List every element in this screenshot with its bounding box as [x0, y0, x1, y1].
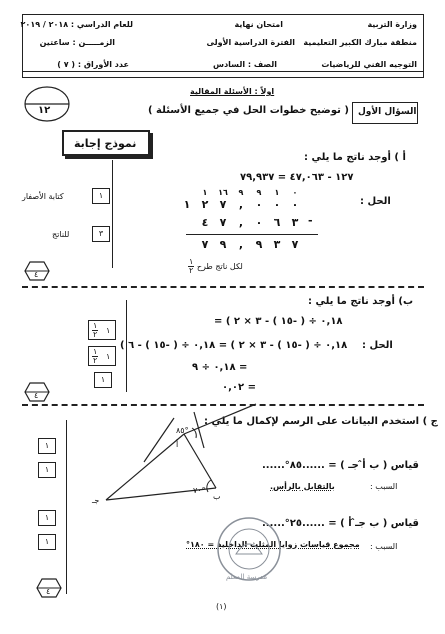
angle-b-label: ٧٠°	[193, 486, 206, 495]
divider-1	[22, 286, 424, 288]
vertex-c-label: جـ	[92, 496, 100, 505]
score-box-b3: ١	[94, 372, 112, 388]
score-box-c2: ١	[38, 462, 56, 478]
question-label: السؤال الأول	[358, 107, 417, 117]
carry-digit: ١	[202, 188, 208, 197]
exam-period: الفترة الدراسية الأولى	[206, 38, 295, 47]
total-a-value: ٤	[34, 270, 39, 279]
part-b-step1: ٠,١٨ ÷ ( -١٥ ) - ٣ × ٢ ) = ٠,١٨ ÷ ( -١٥ ) - ٦ )	[120, 340, 348, 351]
part-c-item2: قياس ( ب جـ̂ أ ) = ......٢٥°......	[262, 518, 419, 529]
result-digit: ٩	[219, 238, 227, 251]
score-box-b1: ١ ٢ ١	[88, 320, 116, 340]
part-b-step3: = ٠,٠٢	[222, 382, 256, 393]
score-box-c1: ١	[38, 438, 56, 454]
part-b-step2: = ٠,١٨ ÷ ٩	[192, 362, 248, 373]
reason1-text: بالتقابل بالرأس.	[270, 482, 335, 491]
region-name: منطقة مبارك الكبير التعليمية	[303, 38, 417, 47]
reason2-label: السبب :	[370, 542, 398, 551]
minuend-digit: ٢	[201, 198, 209, 211]
reason2-text: مجموع قياسات زوايا المثلث الداخلية = ١٨٠°	[186, 540, 360, 549]
carry-digit: ٠	[292, 188, 298, 197]
part-b-solution-label: الحل :	[362, 340, 393, 351]
result-digit: ٩	[255, 238, 263, 251]
minuend-digit: ١	[183, 198, 191, 211]
reason1-label: السبب :	[370, 482, 398, 491]
score-label-a2: للناتج	[52, 230, 70, 239]
score-label-a1: كتابة الأصفار	[22, 192, 64, 201]
result-digit: ,	[238, 238, 244, 251]
stamp-text: مدرسة المعلم	[226, 573, 268, 581]
vertex-b-label: ب	[213, 492, 221, 501]
subtrahend-digit: ٣	[291, 216, 299, 229]
score-box-c3: ١	[38, 510, 56, 526]
carry-digit: ٩	[256, 188, 262, 197]
part-c-item1: قياس ( ب أ̂ جـ ) = ......٨٥°......	[262, 460, 419, 471]
result-digit: ٧	[201, 238, 209, 251]
total-score-circle	[24, 86, 70, 122]
minuend-digit: ٠	[291, 198, 299, 211]
minuend-digit: ٠	[255, 198, 263, 211]
total-c-value: ٤	[46, 587, 51, 596]
part-b-question: ب) أوجد ناتج ما يلي :	[308, 296, 414, 307]
carry-digit: ١	[274, 188, 280, 197]
vertex-a-label: أ	[176, 440, 179, 449]
supervision-name: التوجيه الفني للرياضيات	[321, 60, 417, 69]
instruction-note: ( توضيح خطوات الحل في جميع الأسئلة )	[148, 105, 349, 116]
school-year: للعام الدراسي : ٢٠١٨ / ٢٠١٩	[20, 20, 133, 29]
subtrahend-digit: ٤	[201, 216, 209, 229]
note-text: لكل ناتج طرح	[196, 262, 243, 271]
carry-digit: ١٦	[218, 188, 228, 197]
part-c-question: ج ) استخدم البيانات على الرسم لإكمال ما يلي :	[204, 416, 438, 427]
page-number: (١)	[216, 602, 227, 611]
triangle-diagram	[96, 412, 236, 522]
subtrahend-digit: ,	[238, 216, 244, 229]
part-a-note	[188, 258, 243, 275]
header-separator	[23, 71, 423, 72]
carry-digit: ٩	[238, 188, 244, 197]
result-digit: ٣	[273, 238, 281, 251]
score-box-a2: ٣	[92, 226, 110, 242]
part-a-equation: ١٢٧ - ٤٧,٠٦٣ = ٧٩,٩٣٧	[240, 172, 354, 183]
part-a-question: أ ) أوجد ناتج ما يلي :	[304, 152, 406, 163]
part-a-solution-label: الحل :	[360, 196, 391, 207]
minus-sign: -	[308, 214, 313, 227]
exam-time: الزمـــــن : ساعتين	[39, 38, 115, 47]
result-digit: ٧	[291, 238, 299, 251]
part-b-expression: ٠,١٨ ÷ ( -١٥ ) - ٣ × ٢ ) =	[214, 316, 343, 327]
score-column-line-a	[112, 160, 113, 268]
score-column-line-c	[66, 420, 67, 594]
section-title: اولاً : الأسئلة المقالية	[190, 87, 275, 96]
minuend-digit: ,	[238, 198, 244, 211]
minuend-digit: ٠	[273, 198, 281, 211]
subtrahend-digit: ٧	[219, 216, 227, 229]
minuend-digit: ٧	[219, 198, 227, 211]
subtrahend-digit: ٠	[255, 216, 263, 229]
note-fraction: $\frac{١}{٢}$	[189, 257, 194, 275]
score-column-line-b	[126, 300, 127, 392]
exam-grade: الصف : السادس	[213, 60, 277, 69]
total-score-value: ١٢	[38, 105, 51, 116]
subtrahend-digit: ٦	[273, 216, 281, 229]
answer-model-label: نموذج إجابة	[74, 137, 137, 150]
angle-top-label: ٨٥°	[176, 426, 189, 435]
subtraction-line	[186, 234, 318, 235]
ministry-name: وزارة التربية	[367, 20, 417, 29]
divider-2	[22, 404, 424, 406]
total-b-value: ٤	[34, 391, 39, 400]
score-box-b2: ١ ٢ ١	[88, 346, 116, 366]
page-count: عدد الأوراق : ( ٧ )	[57, 60, 129, 69]
exam-type: امتحان نهاية	[234, 20, 283, 29]
score-box-c4: ١	[38, 534, 56, 550]
score-box-a1: ١	[92, 188, 110, 204]
